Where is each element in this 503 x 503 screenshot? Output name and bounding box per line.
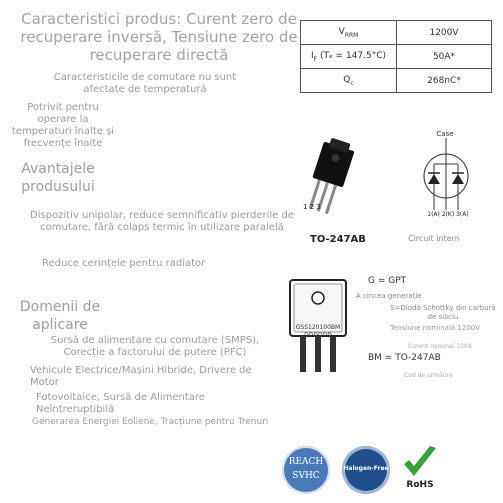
code-bm: BM = TO-247AB: [368, 353, 441, 363]
code-voltage: Tensiune nominală 1200V: [389, 324, 481, 332]
package-label: TO-247AB: [310, 234, 366, 245]
application-ev: Vehicule Electrice/Mașini Hibride, Drivere de Motor: [30, 365, 252, 388]
applications-heading: Domenii de aplicare: [19, 299, 101, 333]
reach-svhc-badge: [282, 446, 330, 494]
application-smps: Sursă de alimentare cu comutare (SMPS), Corecție a factorului de putere (PFC): [50, 335, 260, 358]
circuit-caption: Circuit intern: [408, 234, 460, 243]
pin-numbers: 1 2 3: [303, 203, 321, 211]
chip-marking-part: GSS120100BM: [295, 324, 341, 331]
code-current: Curent nominal 100A: [408, 343, 472, 350]
spec-row-if: $I_F$ (Tₑ = 147.5°C) 50A*: [301, 45, 492, 69]
product-title: Caracteristici produs: Curent zero de recuperare inversă, Tensiune zero de recuperare directă: [20, 10, 298, 64]
rohs-text: RoHS: [406, 480, 434, 490]
feature-high-frequency: Potrivit pentru operare la temperaturi înalte și frecvențe înalte: [11, 102, 115, 149]
application-wind: Generarea Energiei Eoliene, Tracțiune pentru Trenuri: [32, 417, 269, 427]
reach-text: REACH: [288, 457, 324, 467]
feature-temperature: Caracteristicile de comutare nu sunt afectate de temperatură: [53, 72, 237, 95]
chip-marking-code: DDDDDD: [304, 332, 332, 339]
advantage-unipolar: Dispozitiv unipolar, reduce semnificativ pierderile de comutare, fără colaps termic în utilizare paralelă: [30, 210, 294, 233]
spec-table: [300, 20, 492, 93]
internal-circuit-diagram: [415, 138, 477, 210]
case-label: Case: [436, 130, 454, 138]
advantage-heatsink: Reduce cerințele pentru radiator: [42, 258, 206, 269]
spec-row-vrrm: $V_{RRM}$ 1200V: [301, 21, 492, 45]
halogen-free-text: Halogen-Free: [343, 465, 389, 472]
spec-row-qc: $Q_c$ 268nC*: [301, 69, 492, 93]
code-g: G = GPT: [368, 276, 407, 286]
advantages-heading: Avantajele produsului: [21, 161, 95, 195]
rohs-check-icon: [400, 444, 440, 480]
code-trace: Cod de urmărire: [404, 372, 453, 379]
code-g-desc: A cincea generație: [356, 292, 422, 300]
rohs-badge: [400, 444, 440, 494]
circuit-pin-labels: 1(A) 2(K) 3(A): [427, 211, 469, 218]
to247-package-image: [300, 135, 360, 225]
halogen-free-badge: [342, 446, 390, 494]
svhc-text: SVHC: [292, 471, 320, 481]
application-pv: Fotovoltaice, Sursă de Alimentare Neîntreruptibilă: [36, 392, 205, 415]
code-s: S=Diodă Schottky din carbură de siliciu: [390, 304, 496, 321]
